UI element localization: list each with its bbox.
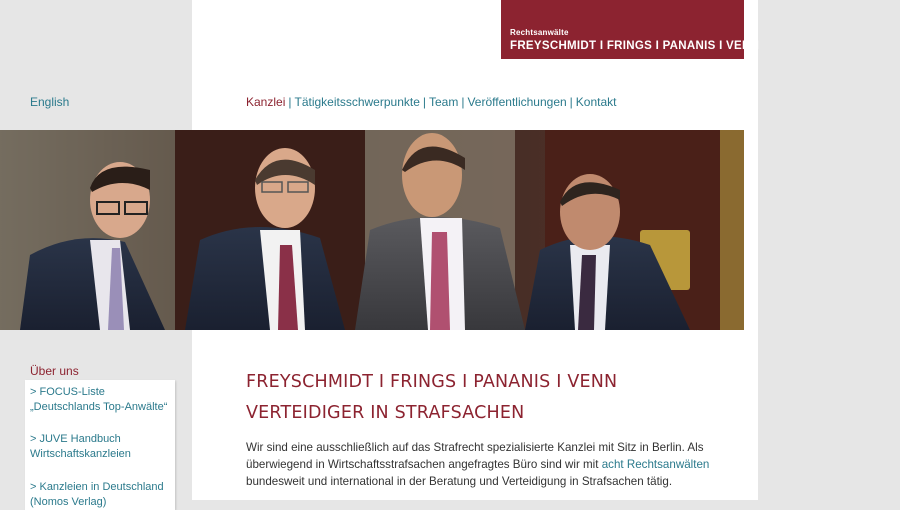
nav-separator: | bbox=[569, 95, 573, 109]
nav-item-kontakt[interactable]: Kontakt bbox=[575, 95, 617, 109]
nav-separator: | bbox=[288, 95, 292, 109]
nav-item-team[interactable]: Team bbox=[429, 95, 459, 109]
intro-text-part1: Wir sind eine ausschließlich auf das Strafrecht spezialisierte Kanzlei mit Sitz in Berlin. Als überwiegend in Wirtschaftsstrafsachen angefragtes Büro sind wir mit bbox=[246, 441, 704, 471]
sidebar-heading: Über uns bbox=[30, 364, 79, 378]
main-nav bbox=[246, 95, 617, 109]
language-link-english[interactable]: English bbox=[30, 95, 70, 109]
nav-separator: | bbox=[422, 95, 426, 109]
sidebar-item-kanzleien-in-deutschland[interactable]: > Kanzleien in Deutschland (Nomos Verlag) bbox=[30, 481, 164, 508]
sidebar-links-box bbox=[25, 380, 175, 510]
hero-team-photo bbox=[0, 130, 744, 330]
intro-paragraph bbox=[246, 439, 726, 490]
nav-separator: | bbox=[461, 95, 465, 109]
intro-text-part2: bundesweit und international in der Beratung und Verteidigung in Strafsachen tätig. bbox=[246, 475, 673, 488]
page-subtitle: VERTEIDIGER IN STRAFSACHEN bbox=[246, 403, 525, 423]
sidebar-item-juve-handbuch[interactable]: > JUVE Handbuch Wirtschaftskanzleien bbox=[30, 433, 131, 460]
logo-subtitle: Rechtsanwälte bbox=[510, 28, 569, 37]
page-title: FREYSCHMIDT I FRINGS I PANANIS I VENN bbox=[246, 372, 618, 392]
logo-name: FREYSCHMIDT I FRINGS I PANANIS I VENN bbox=[510, 40, 760, 52]
nav-item-veroeffentlichungen[interactable]: Veröffentlichungen bbox=[467, 95, 567, 109]
nav-item-taetigkeitsschwerpunkte[interactable]: Tätigkeitsschwerpunkte bbox=[294, 95, 420, 109]
nav-item-kanzlei[interactable]: Kanzlei bbox=[246, 95, 286, 109]
right-column bbox=[758, 0, 900, 500]
sidebar-item-focus-liste[interactable]: > FOCUS-Liste „Deutschlands Top-Anwälte“ bbox=[30, 386, 168, 413]
firm-logo[interactable] bbox=[501, 0, 760, 59]
link-acht-rechtsanwaelten[interactable]: acht Rechtsanwälten bbox=[601, 458, 710, 471]
